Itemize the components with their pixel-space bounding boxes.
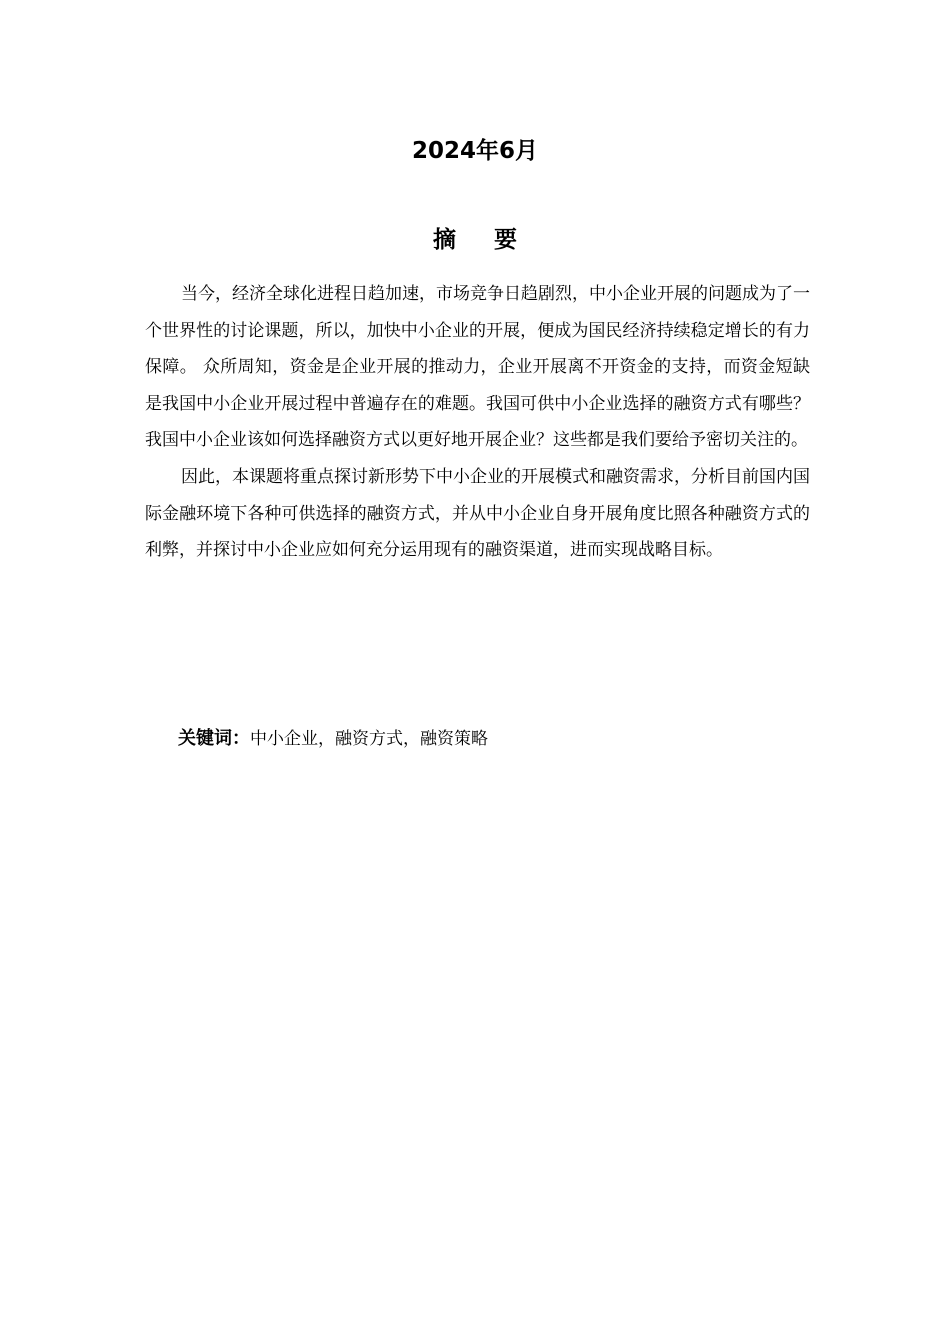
abstract-body (145, 276, 810, 569)
abstract-paragraph: 因此，本课题将重点探讨新形势下中小企业的开展模式和融资需求，分析目前国内国际金融环境下各种可供选择的融资方式，并从中小企业自身开展角度比照各种融资方式的利弊，并探讨中小企业应如何充分运用现有的融资渠道，进而实现战略目标。 (145, 466, 810, 561)
keywords-label: 关键词： (178, 728, 250, 749)
abstract-paragraph: 当今，经济全球化进程日趋加速，市场竞争日趋剧烈，中小企业开展的问题成为了一个世界性的讨论课题，所以，加快中小企业的开展，便成为国民经济持续稳定增长的有力保障。 众所周知，资金是企业开展的推动力，企业开展离不开资金的支持，而资金短缺是我国中小企业开展过程中普遍存在的难题。我国可供中小企业选择的融资方式有哪些？我国中小企业该如何选择融资方式以更好地开展企业？这些都是我们要给予密切关注的。 (145, 284, 810, 451)
keywords-line (178, 722, 818, 756)
document-date: 2024年6月 (411, 138, 539, 164)
keywords-value: 中小企业，融资方式，融资策略 (250, 729, 488, 749)
abstract-heading: 摘要 (433, 227, 555, 253)
